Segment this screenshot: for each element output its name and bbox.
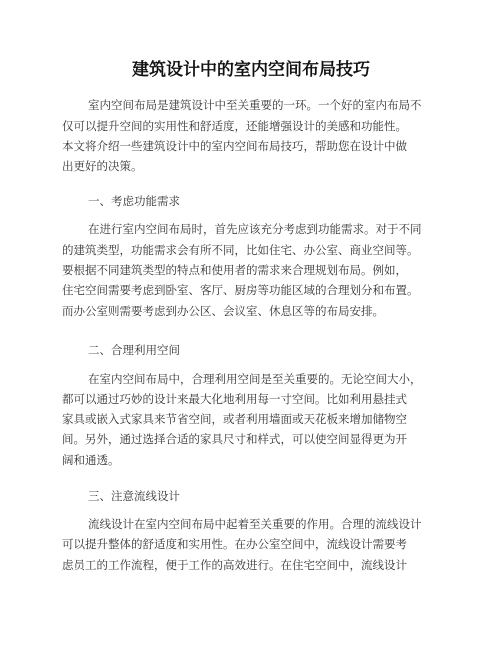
section-line: 都可以通过巧妙的设计来最大化地利用每一寸空间。比如利用悬挂式 <box>62 392 407 406</box>
intro-line: 仅可以提升空间的实用性和舒适度，还能增强设计的美感和功能性。 <box>62 119 407 133</box>
section-line: 阔和通透。 <box>62 453 120 467</box>
section-heading: 三、注意流线设计 <box>88 489 180 503</box>
section-line: 要根据不同建筑类型的特点和使用者的需求来合理规划布局。例如， <box>62 263 407 277</box>
section-line: 家具或嵌入式家具来节省空间，或者利用墙面或天花板来增加储物空 <box>62 412 407 426</box>
page-title: 建筑设计中的室内空间布局技巧 <box>132 60 370 80</box>
section-line: 的建筑类型，功能需求会有所不同，比如住宅、办公室、商业空间等。 <box>62 243 419 257</box>
section-line: 流线设计在室内空间布局中起着至关重要的作用。合理的流线设计 <box>88 517 422 531</box>
intro-line: 本文将介绍一些建筑设计中的室内空间布局技巧，帮助您在设计中做 <box>62 139 407 153</box>
section-line: 虑员工的工作流程，便于工作的高效进行。在住宅空间中，流线设计 <box>62 558 407 572</box>
section-heading: 二、合理利用空间 <box>88 343 180 357</box>
intro-line: 出更好的决策。 <box>62 159 143 173</box>
section-line: 间。另外，通过选择合适的家具尺寸和样式，可以使空间显得更为开 <box>62 432 407 446</box>
section-line: 而办公室则需要考虑到办公区、会议室、休息区等的布局安排。 <box>62 304 384 318</box>
intro-line: 室内空间布局是建筑设计中至关重要的一环。一个好的室内布局不 <box>88 98 422 112</box>
section-line: 可以提升整体的舒适度和实用性。在办公室空间中，流线设计需要考 <box>62 537 407 551</box>
section-line: 在室内空间布局中，合理利用空间是至关重要的。无论空间大小， <box>88 372 422 386</box>
section-heading: 一、考虑功能需求 <box>88 194 180 208</box>
section-line: 住宅空间需要考虑到卧室、客厅、厨房等功能区域的合理划分和布置。 <box>62 283 419 297</box>
section-line: 在进行室内空间布局时，首先应该充分考虑到功能需求。对于不同 <box>88 222 422 236</box>
